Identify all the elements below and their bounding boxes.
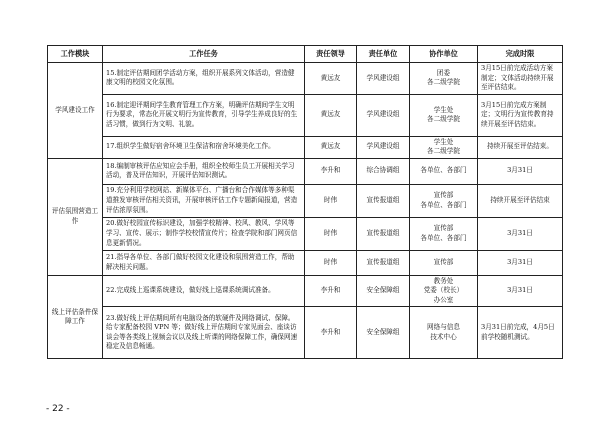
table-row bbox=[48, 158, 563, 184]
table-row bbox=[48, 136, 563, 158]
leader-cell: 时伟 bbox=[305, 250, 357, 275]
table-row bbox=[48, 184, 563, 217]
time-cell: 3月31日 bbox=[478, 275, 563, 307]
unit-cell: 学风建设组 bbox=[357, 63, 410, 95]
header-coop: 协作单位 bbox=[410, 46, 478, 63]
module-cell: 评估氛围营造工作 bbox=[48, 158, 103, 275]
module-cell: 学风建设工作 bbox=[48, 63, 103, 159]
unit-cell: 宣传报道组 bbox=[357, 250, 410, 275]
header-leader: 责任领导 bbox=[305, 46, 357, 63]
task-cell: 23.做好线上评估期间所有电脑设备的软硬件及网络调试、保障。给专家配备校园 VPN 等；做好线上评估期间专家见面会、座谈访谈会等各类线上视频会议以及线上听课的网络保障工作，确保网速稳定及信息畅通。 bbox=[103, 307, 305, 359]
table-row bbox=[48, 94, 563, 136]
table-row bbox=[48, 217, 563, 250]
table-row bbox=[48, 63, 563, 95]
task-cell: 22.完成线上巡课系统建设，做好线上巡课系统调试准备。 bbox=[103, 275, 305, 307]
task-cell: 17.组织学生做好宿舍环境卫生保洁和宿舍环境美化工作。 bbox=[103, 136, 305, 158]
unit-cell: 宣传报道组 bbox=[357, 217, 410, 250]
task-cell: 20.做好校园宣传标识建设，加强学校精神、校风、教风、学风等学习、宣传、展示；制作学校校情宣传片；检查学院和部门网页信息更新情况。 bbox=[103, 217, 305, 250]
table-header-row bbox=[48, 46, 563, 63]
unit-cell: 宣传报道组 bbox=[357, 184, 410, 217]
unit-cell: 学风建设组 bbox=[357, 136, 410, 158]
leader-cell: 黄远友 bbox=[305, 63, 357, 95]
time-cell: 3月31日 bbox=[478, 158, 563, 184]
header-time: 完成时限 bbox=[478, 46, 563, 63]
leader-cell: 李升和 bbox=[305, 158, 357, 184]
coop-cell: 学生处 各二级学院 bbox=[410, 136, 478, 158]
unit-cell: 安全保障组 bbox=[357, 307, 410, 359]
unit-cell: 安全保障组 bbox=[357, 275, 410, 307]
leader-cell: 李升和 bbox=[305, 307, 357, 359]
task-cell: 16.制定迎评期间学生教育管理工作方案，明确评估期间学生文明行为要求，常态化开展文明行为宣传教育，引导学生养成良好的生活习惯，做到行为文明、礼貌。 bbox=[103, 94, 305, 136]
coop-cell: 宣传部 各单位、各部门 bbox=[410, 184, 478, 217]
leader-cell: 李升和 bbox=[305, 275, 357, 307]
time-cell: 3月31日 bbox=[478, 217, 563, 250]
coop-cell: 宣传部 各单位、各部门 bbox=[410, 217, 478, 250]
coop-cell: 各单位、各部门 bbox=[410, 158, 478, 184]
coop-cell: 教务处 党委（校长） 办公室 bbox=[410, 275, 478, 307]
module-cell: 线上评估条件保障工作 bbox=[48, 275, 103, 359]
task-cell: 21.指导各单位、各部门做好校园文化建设和氛围营造工作，帮助解决相关问题。 bbox=[103, 250, 305, 275]
coop-cell: 团委 各二级学院 bbox=[410, 63, 478, 95]
task-cell: 19.充分利用学校网站、新媒体平台、广播台和合作媒体等多种渠道推发审核评估相关资讯，开展审核评估工作专题新闻报道，营造评估浓厚氛围。 bbox=[103, 184, 305, 217]
time-cell: 3月15日前完成活动方案制定；文体活动持续开展至评估结束。 bbox=[478, 63, 563, 95]
page-number: - 22 - bbox=[46, 404, 70, 414]
header-task: 工作任务 bbox=[103, 46, 305, 63]
coop-cell: 网络与信息 技术中心 bbox=[410, 307, 478, 359]
task-cell: 15.制定评估期间团学活动方案，组织开展系列文体活动，营造健康文明的校园文化氛围。 bbox=[103, 63, 305, 95]
unit-cell: 综合协调组 bbox=[357, 158, 410, 184]
header-module: 工作模块 bbox=[48, 46, 103, 63]
leader-cell: 时伟 bbox=[305, 217, 357, 250]
task-cell: 18.编制审核评估应知应会手册，组织全校师生员工开展相关学习活动，普及评估知识，开展评估知识测试。 bbox=[103, 158, 305, 184]
unit-cell: 学风建设组 bbox=[357, 94, 410, 136]
coop-cell: 宣传部 bbox=[410, 250, 478, 275]
time-cell: 持续开展至评估结束。 bbox=[478, 136, 563, 158]
time-cell: 3月31日 bbox=[478, 250, 563, 275]
table-row bbox=[48, 307, 563, 359]
coop-cell: 学生处 各二级学院 bbox=[410, 94, 478, 136]
time-cell: 持续开展至评估结束 bbox=[478, 184, 563, 217]
header-unit: 责任单位 bbox=[357, 46, 410, 63]
table-row bbox=[48, 250, 563, 275]
leader-cell: 时伟 bbox=[305, 184, 357, 217]
time-cell: 3月31日前完成，4月5日前学校随机测试。 bbox=[478, 307, 563, 359]
leader-cell: 黄远友 bbox=[305, 136, 357, 158]
leader-cell: 黄远友 bbox=[305, 94, 357, 136]
work-plan-table bbox=[47, 45, 563, 359]
time-cell: 3月15日前完成方案制定；文明行为宣传教育持续开展至评估结束。 bbox=[478, 94, 563, 136]
table-row bbox=[48, 275, 563, 307]
